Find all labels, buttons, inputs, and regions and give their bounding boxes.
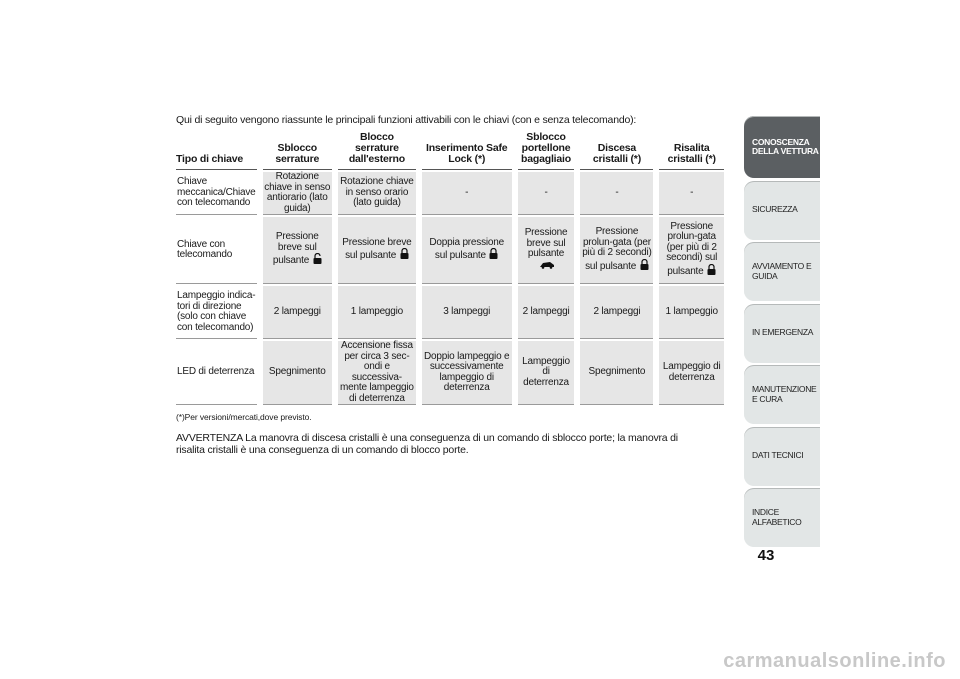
table-cell: Lampeggio di deterrenza <box>518 341 575 405</box>
tab-dati-tecnici[interactable]: DATI TECNICI <box>744 427 820 486</box>
table-cell: Rotazione chiave in senso orario (lato guida) <box>338 172 416 215</box>
warning-text: AVVERTENZA La manovra di discesa cristalli è una conseguenza di un comando di sblocco porte; la manovra di risalita cristalli è una conseguenza di un comando di blocco porte. <box>176 432 678 456</box>
cell-text: Doppia pressione sul pulsante <box>429 236 505 261</box>
table-cell: 2 lampeggi <box>580 286 653 339</box>
tab-indice-alfabetico[interactable]: INDICE ALFABETICO <box>744 488 820 547</box>
table-cell: - <box>422 172 512 215</box>
col-header-window-down: Discesa cristalli (*) <box>580 130 653 170</box>
chapter-sidebar <box>744 116 820 550</box>
unlock-icon <box>313 253 322 268</box>
table-cell: 3 lampeggi <box>422 286 512 339</box>
tailgate-icon <box>539 260 555 273</box>
lock-icon <box>489 248 498 263</box>
col-header-key-type: Tipo di chiave <box>176 130 257 170</box>
table-cell: 1 lampeggio <box>338 286 416 339</box>
table-cell: Accensione fissa per circa 3 sec-ondi e successiva-mente lampeggio di deterrenza <box>338 341 416 405</box>
col-header-tailgate: Sblocco portellone bagagliaio <box>518 130 575 170</box>
table-cell: - <box>518 172 575 215</box>
cell-text: Pressione breve sul pulsante <box>524 227 568 259</box>
row-label: LED di deterrenza <box>176 341 257 405</box>
table-cell: - <box>580 172 653 215</box>
page-number: 43 <box>757 547 775 564</box>
cell-text: Pressione prolun-gata (per più di 2 secondi) sul pulsante <box>666 220 718 277</box>
table-row <box>176 172 724 215</box>
table-row <box>176 286 724 339</box>
intro-text: Qui di seguito vengono riassunte le principali funzioni attivabili con le chiavi (con e senza telecomando): <box>176 114 637 126</box>
lock-icon <box>400 248 409 263</box>
lock-icon <box>640 259 649 274</box>
col-header-unlock: Sblocco serrature <box>263 130 333 170</box>
key-functions-table <box>170 128 730 407</box>
col-header-safe-lock: Inserimento Safe Lock (*) <box>422 130 512 170</box>
table-cell: - <box>659 172 724 215</box>
table-row <box>176 341 724 405</box>
table-cell: Rotazione chiave in senso antiorario (lato guida) <box>264 171 331 214</box>
table-cell: Spegnimento <box>580 341 653 405</box>
tab-in-emergenza[interactable]: IN EMERGENZA <box>744 304 820 363</box>
col-header-lock: Blocco serrature dall'esterno <box>338 130 416 170</box>
tab-conoscenza-della-vettura[interactable]: CONOSCENZA DELLA VETTURA <box>744 116 820 178</box>
table-cell: Doppio lampeggio e successivamente lampeggio di deterrenza <box>422 341 512 405</box>
table-cell <box>659 217 724 284</box>
row-label: Chiave con telecomando <box>176 217 257 284</box>
table-cell <box>518 217 575 284</box>
col-header-window-up: Risalita cristalli (*) <box>659 130 724 170</box>
row-label: Lampeggio indica-tori di direzione (solo con chiave con telecomando) <box>176 286 257 339</box>
tab-sicurezza[interactable]: SICUREZZA <box>744 181 820 240</box>
lock-icon <box>707 264 716 279</box>
tab-manutenzione-e-cura[interactable]: MANUTENZIONE E CURA <box>744 365 820 424</box>
row-label: Chiave meccanica/Chiave con telecomando <box>176 172 257 215</box>
table-cell: Lampeggio di deterrenza <box>659 341 724 405</box>
table-cell: 1 lampeggio <box>659 286 724 339</box>
footnote: (*)Per versioni/mercati,dove previsto. <box>176 412 312 422</box>
table-cell <box>580 217 653 284</box>
cell-text: Pressione breve sul pulsante <box>272 231 319 267</box>
table-cell: 2 lampeggi <box>518 286 575 339</box>
watermark: carmanualsonline.info <box>723 650 946 672</box>
table-cell <box>263 217 333 284</box>
table-cell: 2 lampeggi <box>263 286 333 339</box>
cell-text: Pressione prolun-gata (per più di 2 secondi) sul pulsante <box>582 226 652 272</box>
cell-text: Pressione breve sul pulsante <box>342 236 412 261</box>
table-header-row <box>176 130 724 170</box>
tab-avviamento-e-guida[interactable]: AVVIAMENTO E GUIDA <box>744 242 820 301</box>
table-cell <box>338 217 416 284</box>
table-cell: Spegnimento <box>263 341 333 405</box>
table-row <box>176 217 724 284</box>
table-cell <box>422 217 512 284</box>
